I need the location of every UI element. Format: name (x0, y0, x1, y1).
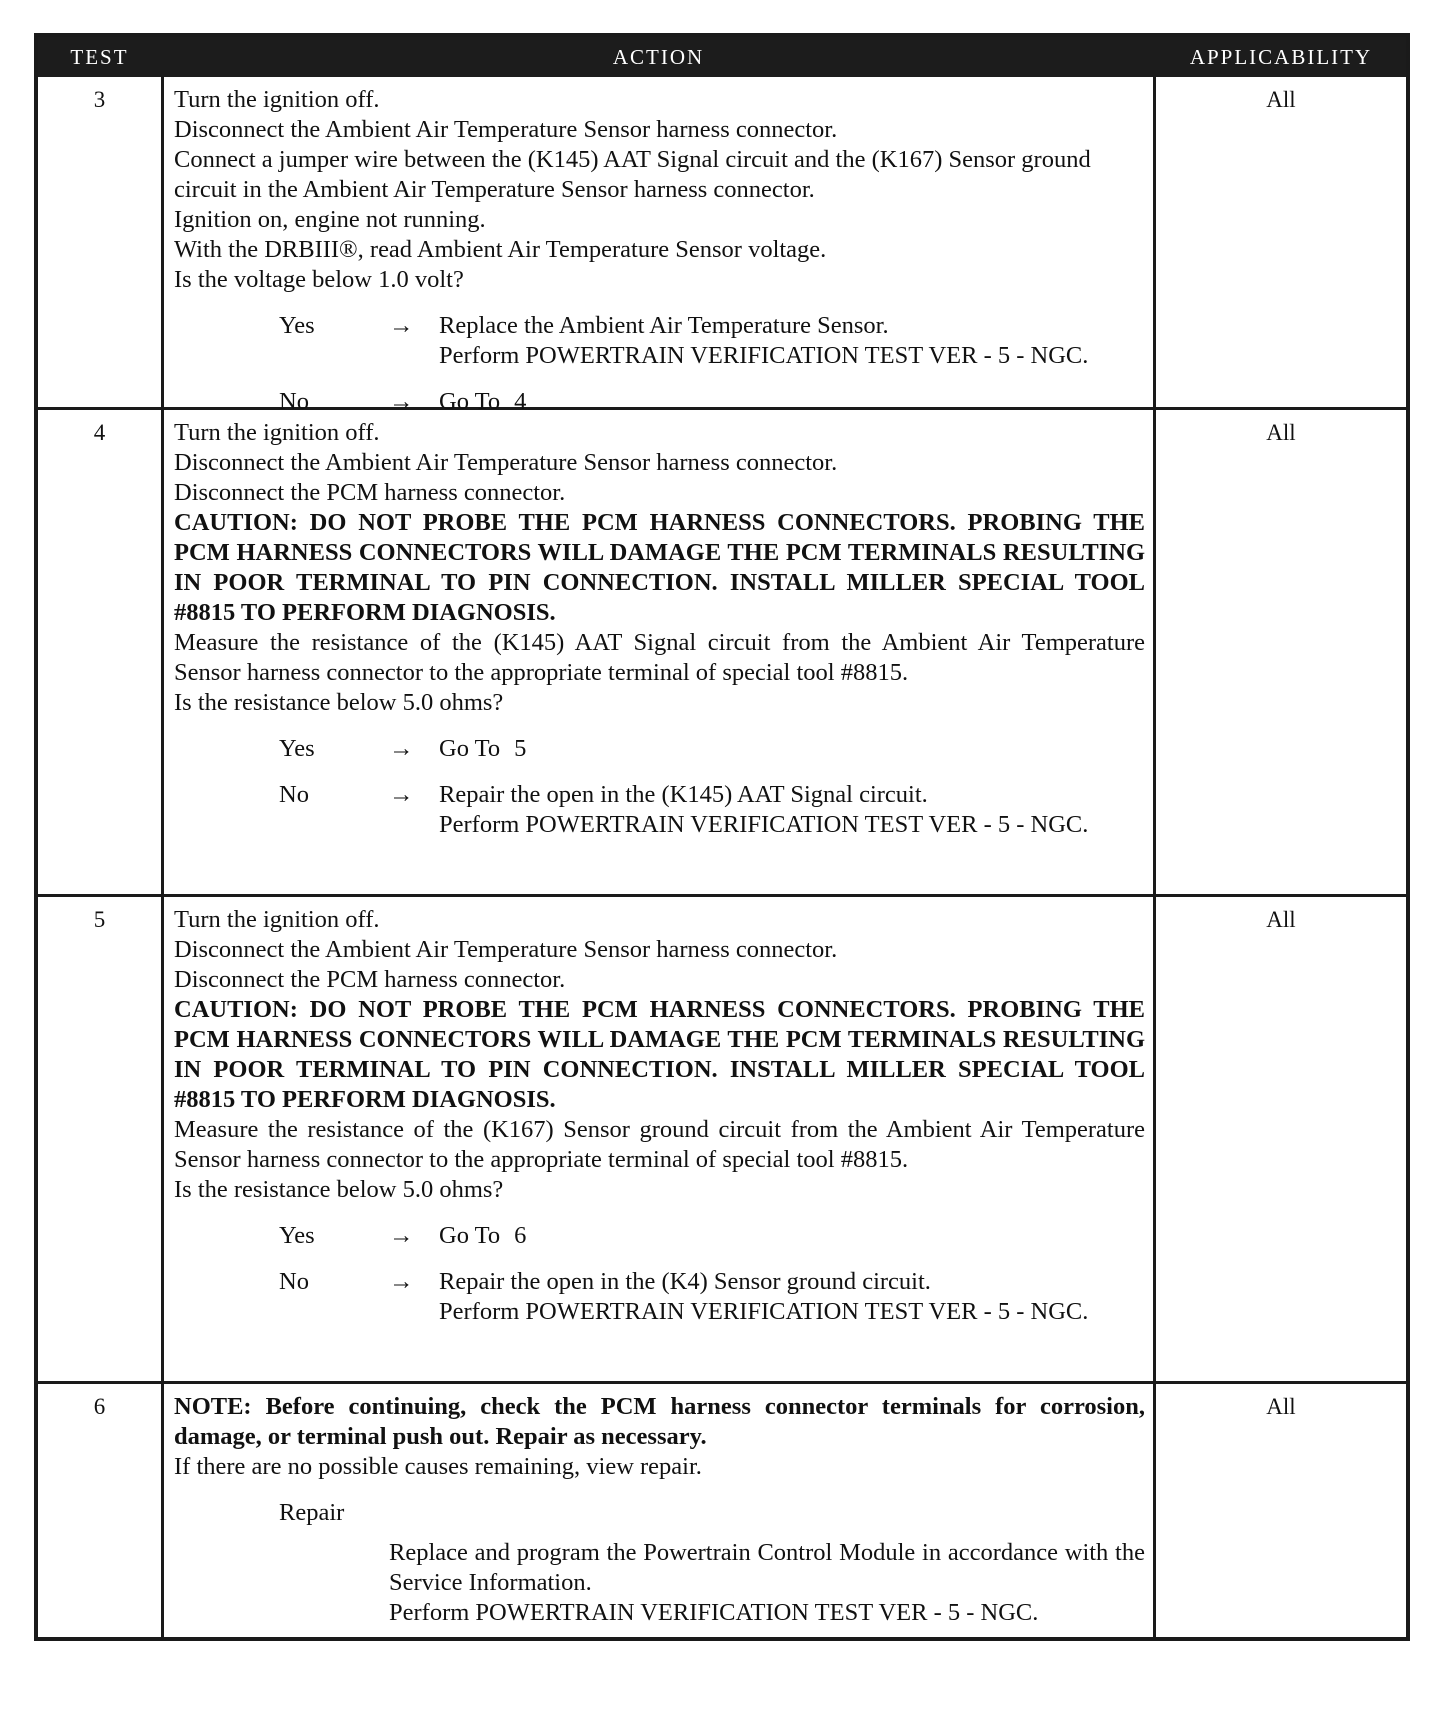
yes-label: Yes (279, 1222, 315, 1249)
step: If there are no possible causes remaining, view repair. (174, 1453, 702, 1480)
step: Disconnect the PCM harness connector. (174, 966, 566, 993)
table-row-test-3 (38, 77, 1406, 415)
yes-label: Yes (279, 312, 315, 339)
goto-label: Go To (439, 1222, 501, 1249)
repair-label: Repair (279, 1499, 345, 1526)
test-number: 6 (93, 1394, 106, 1419)
table-row-test-6 (38, 1381, 1406, 1637)
no-label: No (279, 1268, 309, 1295)
step: Disconnect the PCM harness connector. (174, 479, 566, 506)
action-cell (161, 897, 1156, 1381)
question: Is the voltage below 1.0 volt? (174, 266, 464, 293)
action-cell (161, 410, 1156, 894)
action-cell (161, 1384, 1156, 1637)
table-row-test-4 (38, 407, 1406, 894)
arrow-right-icon: → (389, 1222, 414, 1249)
note-text: NOTE: Before continuing, check the PCM harness connector terminals for corrosion, damage, or terminal push out. Repair as necessary. (174, 1393, 1145, 1450)
no-result: Perform POWERTRAIN VERIFICATION TEST VER - 5 - NGC. (439, 811, 1089, 838)
yes-branch (174, 1221, 1145, 1251)
header-test: TEST (70, 44, 129, 69)
diagnostic-table (34, 33, 1410, 1641)
question: Is the resistance below 5.0 ohms? (174, 1176, 504, 1203)
table-row-test-5 (38, 894, 1406, 1381)
header-applicability: APPLICABILITY (1189, 44, 1373, 69)
measure-step: Measure the resistance of the (K167) Sensor ground circuit from the Ambient Air Temperature Sensor harness connector to the appropriate terminal of special tool #8815. (174, 1116, 1145, 1173)
yes-branch (174, 311, 1145, 371)
no-result: Repair the open in the (K145) AAT Signal circuit. (439, 781, 928, 808)
repair-step: Replace and program the Powertrain Control Module in accordance with the Service Information. (389, 1539, 1145, 1596)
arrow-right-icon: → (389, 1268, 414, 1295)
test-number: 3 (93, 87, 106, 112)
test-number: 5 (93, 907, 106, 932)
step: Disconnect the Ambient Air Temperature Sensor harness connector. (174, 936, 838, 963)
applicability-cell: All (1266, 907, 1296, 932)
step: Ignition on, engine not running. (174, 206, 486, 233)
no-result: Repair the open in the (K4) Sensor ground circuit. (439, 1268, 931, 1295)
repair-instructions (174, 1538, 1145, 1628)
step: Connect a jumper wire between the (K145) AAT Signal circuit and the (K167) Sensor ground circuit in the Ambient Air Temperature Sensor harness connector. (174, 146, 1091, 203)
goto-label: Go To (439, 735, 501, 762)
test-number: 4 (93, 420, 106, 445)
no-label: No (279, 781, 309, 808)
goto-number: 4 (514, 388, 527, 415)
yes-result: Replace the Ambient Air Temperature Sensor. (439, 312, 889, 339)
step: Turn the ignition off. (174, 906, 380, 933)
caution-text: CAUTION: DO NOT PROBE THE PCM HARNESS CONNECTORS. PROBING THE PCM HARNESS CONNECTORS WILL DAMAGE THE PCM TERMINALS RESULTING IN POOR TERMINAL TO PIN CONNECTION. INSTALL MILLER SPECIAL TOOL #8815 TO PERFORM DIAGNOSIS. (174, 509, 1145, 626)
applicability-cell: All (1266, 420, 1296, 445)
step: Turn the ignition off. (174, 86, 380, 113)
yes-result: Perform POWERTRAIN VERIFICATION TEST VER - 5 - NGC. (439, 342, 1089, 369)
yes-branch (174, 734, 1145, 764)
action-cell (161, 77, 1156, 415)
goto-number: 5 (514, 735, 527, 762)
no-branch (174, 780, 1145, 840)
no-result: Perform POWERTRAIN VERIFICATION TEST VER - 5 - NGC. (439, 1298, 1089, 1325)
table-header (38, 37, 1406, 77)
goto-number: 6 (514, 1222, 527, 1249)
arrow-right-icon: → (389, 735, 414, 762)
goto-label: Go To (439, 388, 501, 415)
measure-step: Measure the resistance of the (K145) AAT Signal circuit from the Ambient Air Temperature Sensor harness connector to the appropriate terminal of special tool #8815. (174, 629, 1145, 686)
step: Disconnect the Ambient Air Temperature Sensor harness connector. (174, 116, 838, 143)
applicability-cell: All (1266, 87, 1296, 112)
yes-label: Yes (279, 735, 315, 762)
step: Turn the ignition off. (174, 419, 380, 446)
applicability-cell: All (1266, 1394, 1296, 1419)
no-label: No (279, 388, 309, 415)
question: Is the resistance below 5.0 ohms? (174, 689, 504, 716)
step: Disconnect the Ambient Air Temperature Sensor harness connector. (174, 449, 838, 476)
no-branch (174, 1267, 1145, 1327)
repair-step: Perform POWERTRAIN VERIFICATION TEST VER - 5 - NGC. (389, 1599, 1039, 1626)
arrow-right-icon: → (389, 388, 414, 415)
step: With the DRBIII®, read Ambient Air Temperature Sensor voltage. (174, 236, 827, 263)
arrow-right-icon: → (389, 312, 414, 339)
caution-text: CAUTION: DO NOT PROBE THE PCM HARNESS CONNECTORS. PROBING THE PCM HARNESS CONNECTORS WILL DAMAGE THE PCM TERMINALS RESULTING IN POOR TERMINAL TO PIN CONNECTION. INSTALL MILLER SPECIAL TOOL #8815 TO PERFORM DIAGNOSIS. (174, 996, 1145, 1113)
arrow-right-icon: → (389, 781, 414, 808)
header-action: ACTION (612, 44, 705, 69)
